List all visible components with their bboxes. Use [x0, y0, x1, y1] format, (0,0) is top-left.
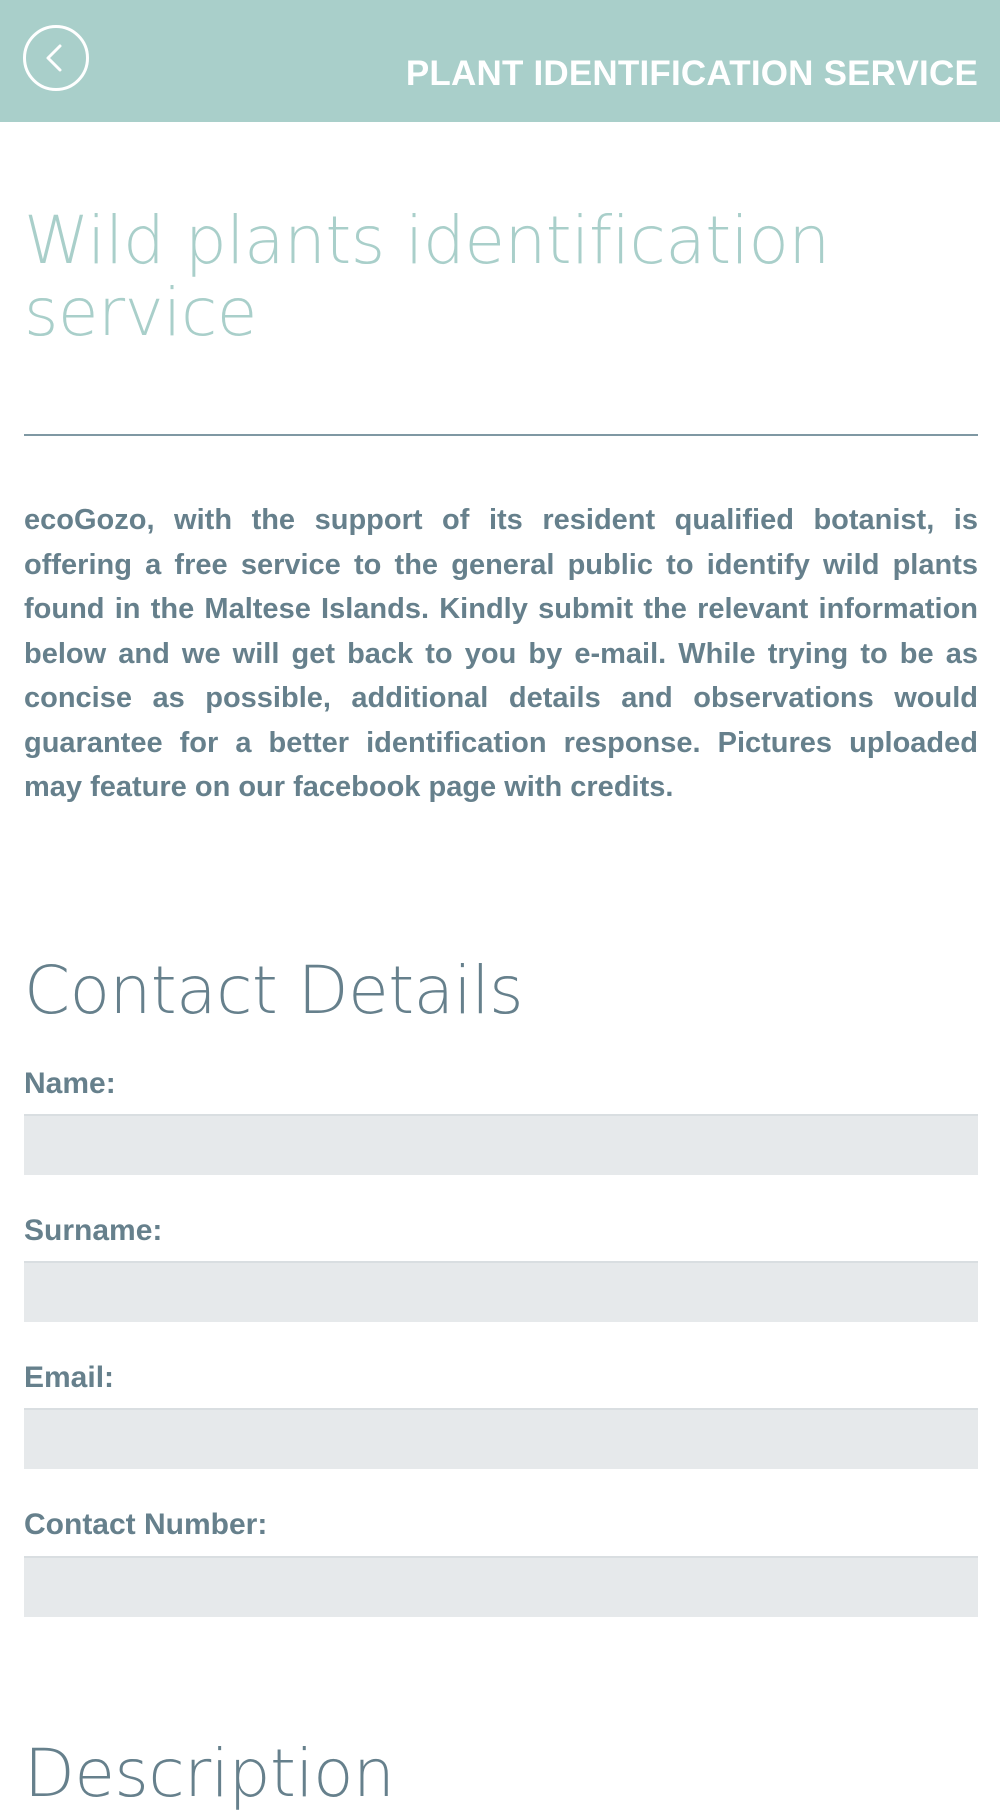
email-field[interactable] [24, 1408, 978, 1469]
back-button[interactable] [23, 25, 89, 91]
surname-field[interactable] [24, 1261, 978, 1322]
contact-number-label: Contact Number: [24, 1508, 268, 1541]
surname-label: Surname: [24, 1214, 163, 1247]
description-heading: Description [24, 1735, 395, 1812]
title-divider [24, 434, 978, 436]
email-label: Email: [24, 1361, 115, 1394]
page-title: Wild plants identification service [24, 202, 830, 351]
contact-details-heading: Contact Details [24, 952, 524, 1029]
contact-number-field[interactable] [24, 1556, 978, 1617]
top-app-bar [0, 0, 1000, 122]
name-label: Name: [24, 1067, 116, 1100]
name-field[interactable] [24, 1114, 978, 1175]
chevron-left-icon [40, 42, 72, 74]
app-bar-title: PLANT IDENTIFICATION SERVICE [405, 54, 978, 93]
intro-paragraph: ecoGozo, with the support of its resident qualified botanist, is offering a free service to the general public to identify wild plants found in the Maltese Islands. Kindly submit the relevant information below and we will get back to you by e-mail. While trying to be as concise as possible, additional details and observations would guarantee for a better identification response. Pictures uploaded may feature on our facebook page with credits. [24, 504, 978, 803]
